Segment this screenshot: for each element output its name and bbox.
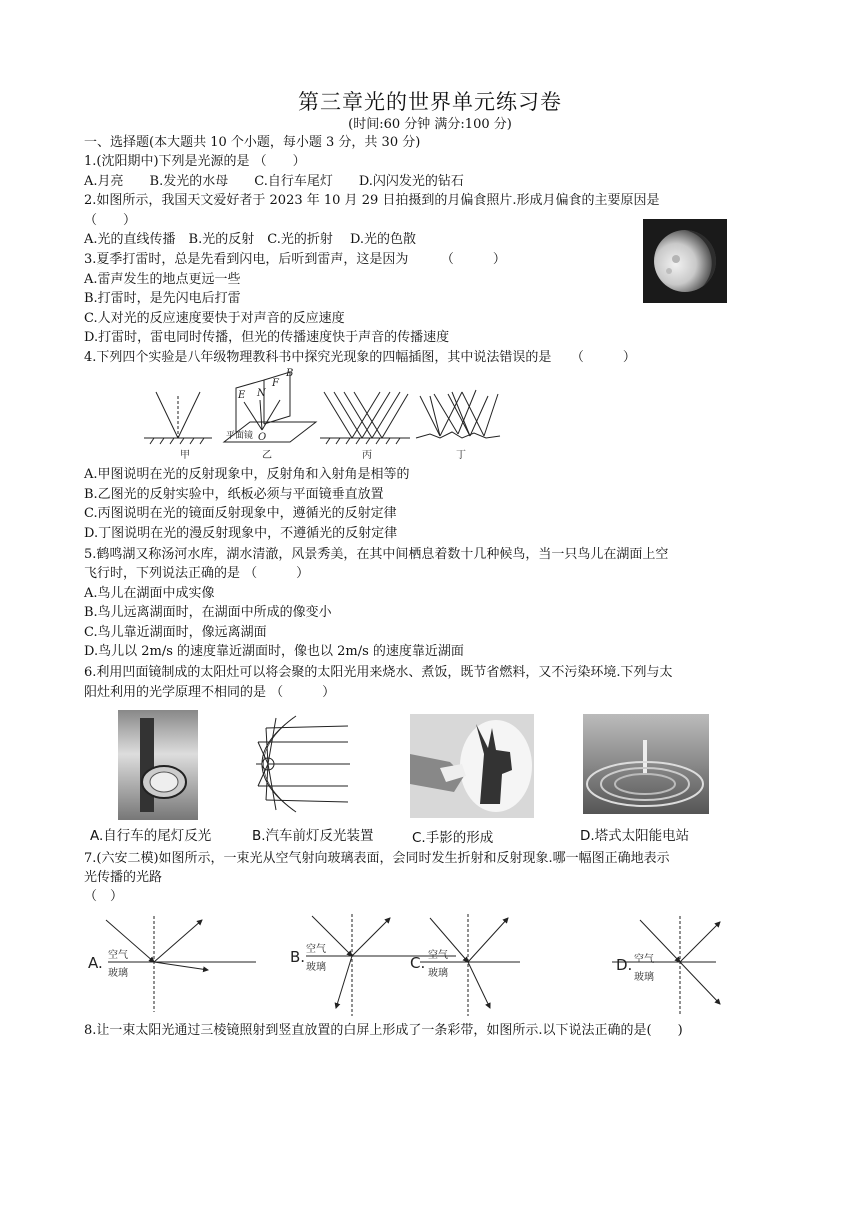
- q4-letter-n: N: [257, 388, 266, 399]
- page-subtitle: (时间:60 分钟 满分:100 分): [348, 117, 512, 132]
- q1-options: A.月亮 B.发光的水母 C.自行车尾灯 D.闪闪发光的钻石: [84, 174, 464, 189]
- q7-paren: （ ）: [84, 889, 124, 904]
- q7-air-c: 空气: [428, 950, 448, 961]
- q4-letter-f: F: [272, 378, 279, 389]
- q7-air-d: 空气: [634, 954, 654, 965]
- q5-option-d: D.鸟儿以 2m/s 的速度靠近湖面时，像也以 2m/s 的速度靠近湖面: [84, 644, 464, 659]
- q6-caption-d: D.塔式太阳能电站: [580, 828, 690, 844]
- q3-option-c: C.人对光的反应速度要快于对声音的反应速度: [84, 311, 345, 326]
- q7-glass-b: 玻璃: [306, 962, 326, 973]
- q6-stem-line2: 阳灶利用的光学原理不相同的是 （ ）: [84, 685, 336, 700]
- q7-air-a: 空气: [108, 950, 128, 961]
- moon-eclipse-photo: [643, 219, 727, 303]
- q5-option-c: C.鸟儿靠近湖面时，像远离湖面: [84, 625, 267, 640]
- q6-caption-c: C.手影的形成: [412, 830, 494, 846]
- q6-caption-a: A.自行车的尾灯反光: [90, 828, 212, 844]
- q7-letter-a: A.: [88, 954, 103, 972]
- q3-option-d: D.打雷时，雷电同时传播，但光的传播速度快于声音的传播速度: [84, 330, 450, 345]
- q7-stem-line1: 7.(六安二模)如图所示，一束光从空气射向玻璃表面，会同时发生折射和反射现象.哪一幅图正确地表示: [84, 851, 670, 866]
- q7-light-path-diagrams: [84, 912, 724, 1018]
- headlight-reflector-diagram: [238, 712, 358, 816]
- q1-stem: 1.(沈阳期中)下列是光源的是 （ ）: [84, 154, 306, 169]
- q5-option-b: B.鸟儿远离湖面时，在湖面中所成的像变小: [84, 605, 332, 620]
- q5-option-a: A.鸟儿在湖面中成实像: [84, 586, 215, 601]
- q4-option-c: C.丙图说明在光的镜面反射现象中，遵循光的反射定律: [84, 506, 397, 521]
- q4-letter-o: O: [258, 432, 267, 443]
- section-heading: 一、选择题(本大题共 10 个小题，每小题 3 分，共 30 分): [84, 135, 421, 150]
- q2-stem: 2.如图所示，我国天文爱好者于 2023 年 10 月 29 日拍摄到的月偏食照片.形成月偏食的主要原因是: [84, 193, 660, 208]
- q7-stem-line2: 光传播的光路: [84, 870, 163, 885]
- q4-label-bing: 丙: [362, 450, 372, 461]
- q4-option-a: A.甲图说明在光的反射现象中，反射角和入射角是相等的: [84, 467, 410, 482]
- q6-caption-b: B.汽车前灯反光装置: [252, 828, 374, 844]
- q5-stem-line1: 5.鹤鸣湖又称汤河水库，湖水清澈，风景秀美，在其中间栖息着数十几种候鸟，当一只鸟儿在湖面上空: [84, 547, 669, 562]
- q5-stem-line2: 飞行时，下列说法正确的是 （ ）: [84, 566, 310, 581]
- hand-shadow-photo: [410, 714, 534, 818]
- q3-stem: 3.夏季打雷时，总是先看到闪电，后听到雷声，这是因为 （ ）: [84, 252, 506, 267]
- page-title: 第三章光的世界单元练习卷: [298, 90, 562, 114]
- q4-letter-b: B: [286, 368, 294, 379]
- solar-tower-station-photo: [583, 714, 709, 814]
- q7-letter-b: B.: [290, 948, 306, 966]
- q4-mirror-label: 平面镜: [226, 431, 254, 441]
- q7-glass-a: 玻璃: [108, 968, 128, 979]
- q2-paren: （ ）: [84, 213, 137, 228]
- q4-letter-e: E: [238, 390, 246, 401]
- q2-options: A.光的直线传播 B.光的反射 C.光的折射 D.光的色散: [84, 232, 417, 247]
- q3-option-b: B.打雷时，是先闪电后打雷: [84, 291, 241, 306]
- q4-stem: 4.下列四个实验是八年级物理教科书中探究光现象的四幅插图，其中说法错误的是 （ ）: [84, 350, 636, 365]
- q7-letter-d: D.: [616, 956, 633, 974]
- q4-option-b: B.乙图光的反射实验中，纸板必须与平面镜垂直放置: [84, 487, 384, 502]
- q7-glass-c: 玻璃: [428, 968, 448, 979]
- bicycle-taillight-photo: [118, 710, 198, 820]
- q3-option-a: A.雷声发生的地点更远一些: [84, 272, 241, 287]
- q7-glass-d: 玻璃: [634, 972, 654, 983]
- q8-stem: 8.让一束太阳光通过三棱镜照射到竖直放置的白屏上形成了一条彩带，如图所示.以下说法正确的是( ): [84, 1023, 683, 1038]
- q4-label-yi: 乙: [262, 450, 272, 461]
- q7-air-b: 空气: [306, 944, 326, 955]
- q4-option-d: D.丁图说明在光的漫反射现象中，不遵循光的反射定律: [84, 526, 398, 541]
- q4-label-ding: 丁: [456, 450, 466, 461]
- q4-figures: [140, 366, 510, 462]
- q4-label-jia: 甲: [180, 450, 190, 461]
- q7-letter-c: C.: [410, 954, 426, 972]
- q6-stem-line1: 6.利用凹面镜制成的太阳灶可以将会聚的太阳光用来烧水、煮饭，既节省燃料，又不污染环境.下列与太: [84, 665, 673, 680]
